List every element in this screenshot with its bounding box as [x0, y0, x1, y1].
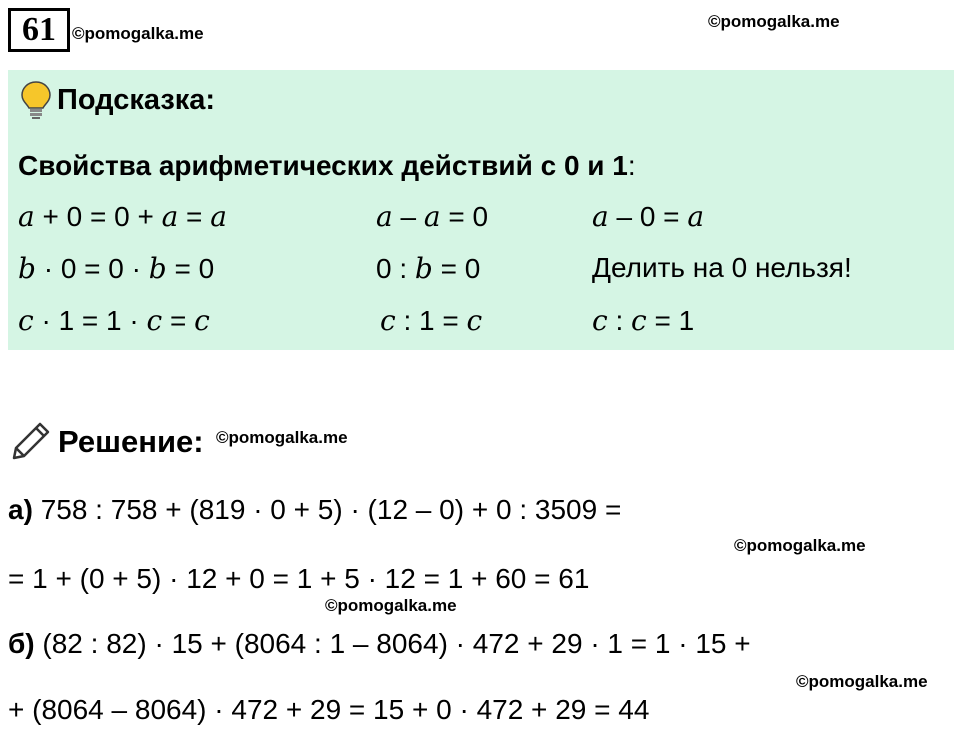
property-a-plus-zero: a + 0 = 0 + a = a: [18, 200, 227, 233]
lightbulb-icon: [20, 80, 52, 120]
watermark: ©pomogalka.me: [734, 536, 866, 555]
property-b-times-zero: b · 0 = 0 · b = 0: [18, 252, 215, 285]
watermark: ©pomogalka.me: [72, 24, 204, 43]
solution-a-line2: = 1 + (0 + 5) · 12 + 0 = 1 + 5 · 12 = 1 + 60 = 61: [8, 563, 590, 594]
pencil-icon: [10, 420, 52, 462]
property-zero-div-b: 0 : b = 0: [376, 252, 481, 285]
watermark: ©pomogalka.me: [216, 428, 348, 447]
watermark: ©pomogalka.me: [708, 12, 840, 31]
solution-b-line2: + (8064 – 8064) · 472 + 29 = 15 + 0 · 472 + 29 = 44: [8, 694, 650, 725]
task-number: 61: [8, 8, 70, 52]
property-no-div-zero: Делить на 0 нельзя!: [592, 252, 852, 283]
property-a-minus-a: a – a = 0: [376, 200, 489, 233]
solution-title: Решение:: [58, 424, 204, 459]
property-c-times-one: c · 1 = 1 · c = c: [18, 304, 210, 337]
watermark: ©pomogalka.me: [325, 596, 457, 615]
property-c-div-c: c : c = 1: [592, 304, 695, 337]
solution-a-line1: а) 758 : 758 + (819 · 0 + 5) · (12 – 0) + 0 : 3509 =: [8, 494, 622, 525]
watermark: ©pomogalka.me: [796, 672, 928, 691]
solution-b-line1: б) (82 : 82) · 15 + (8064 : 1 – 8064) · 472 + 29 · 1 = 1 · 15 +: [8, 628, 751, 659]
property-c-div-one: c : 1 = c: [380, 304, 483, 337]
property-a-minus-zero: a – 0 = a: [592, 200, 705, 233]
hint-title: Подсказка:: [57, 84, 216, 116]
properties-label: Свойства арифметических действий с 0 и 1:: [18, 150, 636, 181]
